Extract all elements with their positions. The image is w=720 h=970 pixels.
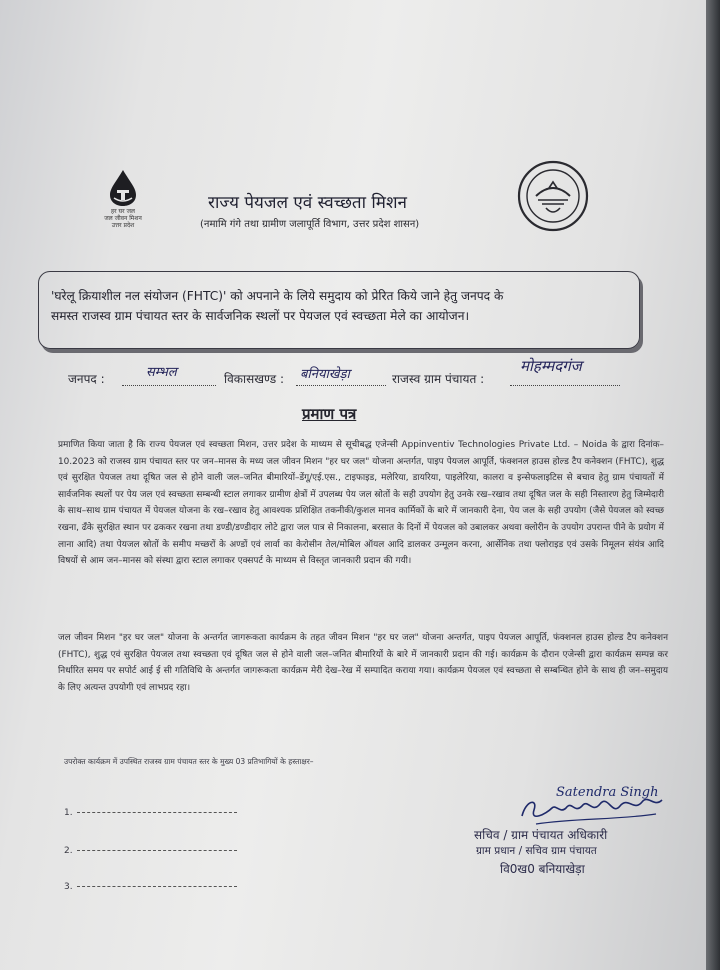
mission-subtitle: (नमामि गंगे तथा ग्रामीण जलापूर्ति विभाग, उत्तर प्रदेश शासन): [200, 219, 420, 230]
certificate-paragraph-2: जल जीवन मिशन "हर घर जल" योजना के अन्तर्गत जागरूकता कार्यक्रम के तहत जीवन मिशन "हर घर जल" योजना अन्तर्गत, पाइप पेयजल आपूर्ति, फंक्शनल हाउस होल्ड टैप कनेक्शन (FHTC), शुद्ध एवं सुरक्षित पेयजल तथा स्वच्छता एवं दूषित जल से होने वाली जल–जनित बीमारियों के बारे में जानकारी प्रदान की गई। कार्यक्रम के दौरान एजेन्सी द्वारा कार्यक्रम सम्पन्न कर निर्धारित समय पर सपोर्ट आई ई सी गतिविधि के अन्तर्गत जागरूकता कार्यक्रम मेरी देख–रेख में सम्पादित कराया गया। कार्यक्रम पेयजल एवं स्वच्छता से सम्बन्धित होने के साथ ही जन–समुदाय के लिए अत्यन्त उपयोगी एवं लाभप्रद रहा।: [58, 633, 668, 693]
participant-slot-3: 3.: [64, 882, 237, 892]
participants-heading: उपरोक्त कार्यक्रम में उपस्थित राजस्व ग्राम पंचायत स्तर के मुख्य 03 प्रतिभागियों के हस्ताक्षर–: [64, 757, 314, 766]
water-drop-icon: [106, 168, 140, 208]
logo-text-2: जल जीवन मिशन: [104, 215, 142, 222]
block-line: [296, 384, 386, 386]
event-banner: [38, 271, 640, 349]
signature-name: Satendra Singh: [556, 785, 659, 800]
participant-slot-1: 1.: [64, 808, 237, 818]
village-label: राजस्व ग्राम पंचायत :: [392, 372, 485, 386]
village-line: [510, 384, 620, 386]
up-government-seal-icon: [516, 158, 590, 238]
district-label: जनपद :: [68, 372, 105, 386]
banner-line-1: 'घरेलू क्रियाशील नल संयोजन (FHTC)' को अपनाने के लिये समुदाय को प्रेरित किये जाने हेतु जनपद के: [51, 289, 504, 303]
certificate-heading: प्रमाण पत्र: [302, 405, 357, 423]
signature-scribble: [516, 780, 666, 830]
block-label: विकासखण्ड :: [224, 372, 285, 386]
designation-line-2: ग्राम प्रधान / सचिव ग्राम पंचायत: [476, 845, 597, 857]
village-value: मोहम्मदगंज: [520, 357, 582, 375]
background-edge: [706, 0, 720, 970]
logo-text-1: हर घर जल: [111, 208, 135, 215]
mission-title: राज्य पेयजल एवं स्वच्छता मिशन: [208, 193, 407, 213]
district-line: [122, 384, 216, 386]
district-value: सम्भल: [146, 365, 177, 380]
certificate-paragraph-1: प्रमाणित किया जाता है कि राज्य पेयजल एवं स्वच्छता मिशन, उत्तर प्रदेश के माध्यम से सूचीबद्ध एजेन्सी Appinventiv Technologies Private Ltd. – Noida के द्वारा दिनांक– 10.2023 को राजस्व ग्राम पंचायत स्तर पर जन–मानस के मध्य जल जीवन मिशन "हर घर जल" योजना अन्तर्गत, पाइप पेयजल आपूर्ति, फंक्शनल हाउस होल्ड टैप कनेक्शन (FHTC), शुद्ध एवं सुरक्षित पेयजल तथा दूषित जल से होने वाली जल–जनित बीमारियों–डेंगू/एई.एस., टाइफाइड, मलेरिया, डायरिया, पाइलेरिया, कालरा व इन्सेफलाइटिस से बचाव हेतु ग्राम पंचायतों में सार्वजनिक स्थलों पर पेय जल एवं स्वच्छता सम्बन्धी स्टाल लगाकर ग्रामीण क्षेत्रों में उपलब्ध पेय जल स्रोतों के सही उपयोग हेतु उनके रख–रखाव तथा दूषित जल के सही निस्तारण हेतु जिम्मेदारी के साथ–साथ ग्राम पंचायत में पेयजल योजना के रख–रखाव हेतु आवश्यक प्रशिक्षित तकनीकी/कुशल मानव कार्मिकों के बारे में जानकारी देना, पेय जल के सही उपयोग (जैसे पेयजल को स्वच्छ रखना, ढँके सुरक्षित स्थान पर ढककर रखना तथा डण्डी/डण्डीदार लोटे द्वारा जल पात्र से निकालना, बरसात के दिनों में पेयजल को उबालकर अथवा क्लोरीन के उपयोग उपरान्त पीने के प्रयोग में लाना आदि) तथा पेयजल स्रोतों के समीप मच्छरों के अण्डों एवं लार्वा का केरोसीन तेल/मोबिल ऑयल आदि डालकर उन्मूलन करना, आर्सेनिक तथा फ्लोराइड एवं उसके निमूलन संयंत्र आदि विषयों से आम जन–मानस को संस्था द्वारा स्टाल लगाकर एक्सपर्ट के माध्यम से विस्तृत जानकारी प्रदान की गयी।: [58, 440, 664, 567]
banner-line-2: समस्त राजस्व ग्राम पंचायत स्तर के सार्वजनिक स्थलों पर पेयजल एवं स्वच्छता मेले का आयोजन।: [51, 309, 470, 323]
designation-line-3: वि0ख0 बनियाखेड़ा: [500, 862, 585, 876]
block-value: बनियाखेड़ा: [300, 367, 350, 382]
participant-slot-2: 2.: [64, 846, 237, 856]
har-ghar-jal-logo: [88, 168, 158, 229]
logo-text-3: उत्तर प्रदेश: [111, 222, 135, 229]
designation-line-1: सचिव / ग्राम पंचायत अधिकारी: [474, 828, 608, 842]
